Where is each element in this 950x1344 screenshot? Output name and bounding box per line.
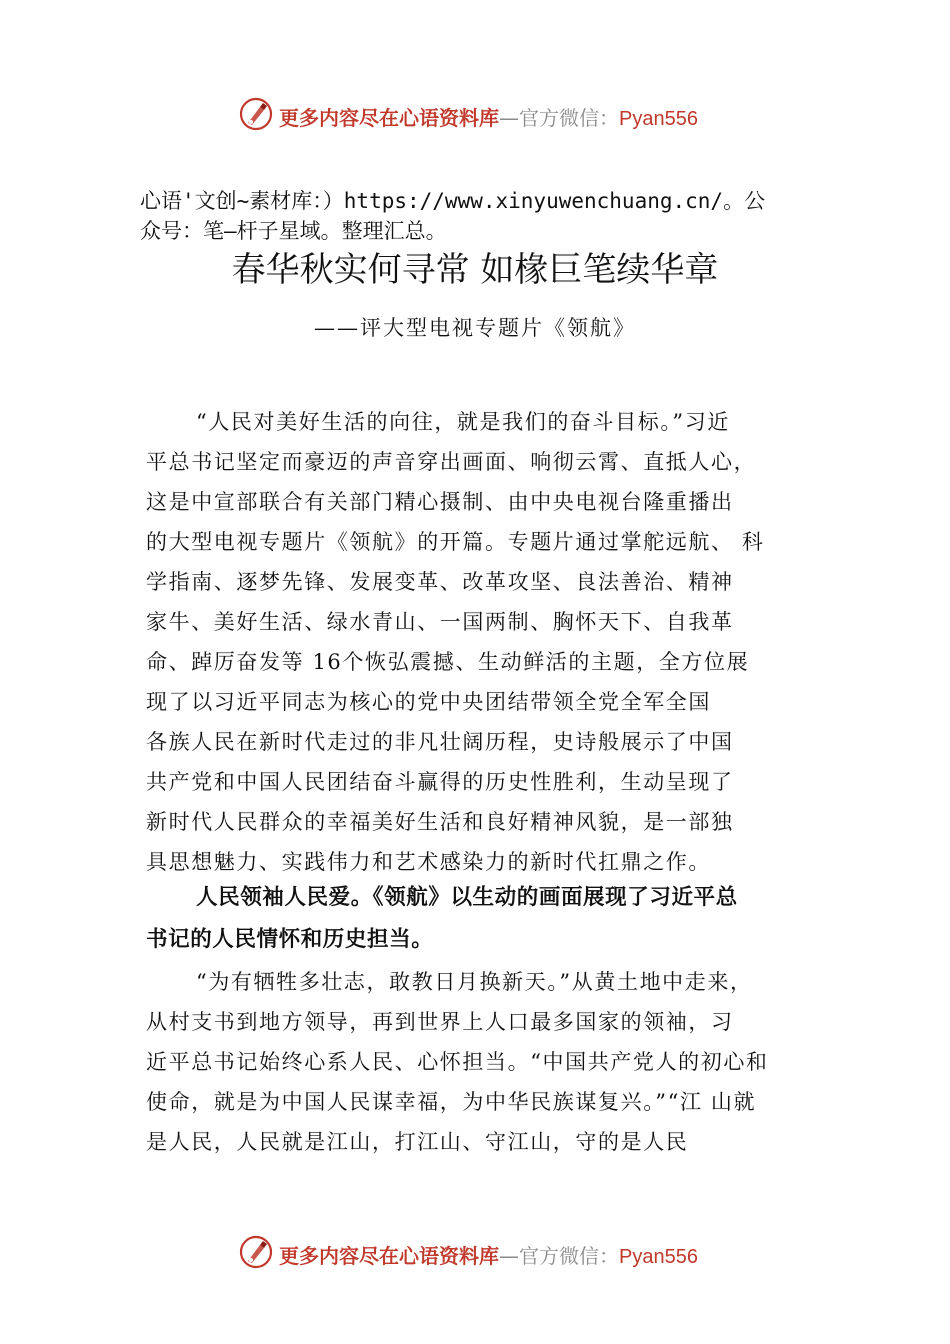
banner-text bbox=[279, 102, 698, 131]
text-line: 的大型电视专题片《领航》的开篇。专题片通过掌舵远航、 科 bbox=[146, 530, 765, 554]
source-note bbox=[140, 186, 840, 246]
text-line: 是人民，人民就是江山，打江山、守江山，守的是人民 bbox=[146, 1130, 689, 1154]
text-line: 命、踔厉奋发等 16个恢弘震撼、生动鲜活的主题，全方位展 bbox=[146, 650, 750, 674]
source-line: 心语'文创~素材库：）https://www.xinyuwenchuang.cn/。公 bbox=[140, 189, 766, 213]
text-line: “人民对美好生活的向往，就是我们的奋斗目标。”习近 bbox=[196, 410, 730, 434]
text-line: 现了以习近平同志为核心的党中央团结带领全党全军全国 bbox=[146, 690, 711, 714]
text-line: 学指南、逐梦先锋、发展变革、改革攻坚、良法善治、精神 bbox=[146, 570, 734, 594]
text-line: 各族人民在新时代走过的非凡壮阔历程，史诗般展示了中国 bbox=[146, 730, 734, 754]
banner-text-part3: Pyan556 bbox=[619, 1246, 698, 1268]
text-line: 从村支书到地方领导，再到世界上人口最多国家的领袖，习 bbox=[146, 1010, 734, 1034]
text-line: 这是中宣部联合有关部门精心摄制、由中央电视台隆重播出 bbox=[146, 490, 734, 514]
pen-nib-logo-icon bbox=[238, 1234, 274, 1270]
text-line: 共产党和中国人民团结奋斗赢得的历史性胜利，生动呈现了 bbox=[146, 770, 734, 794]
source-line: 众号：笔—杆子星域。整理汇总。 bbox=[140, 219, 447, 243]
banner-text-part2: —官方微信： bbox=[499, 106, 619, 130]
paragraph-1 bbox=[146, 402, 846, 882]
paragraph-3 bbox=[146, 962, 846, 1162]
article-title: 春华秋实何寻常 如椽巨笔续华章 bbox=[231, 250, 719, 290]
text-line: “为有牺牲多壮志，敢教日月换新天。”从黄土地中走来， bbox=[196, 970, 753, 994]
text-line: 书记的人民情怀和历史担当。 bbox=[146, 927, 434, 952]
text-line: 平总书记坚定而豪迈的声音穿出画面、响彻云霄、直抵人心， bbox=[146, 450, 757, 474]
banner-text-part1: 更多内容尽在心语资料库 bbox=[279, 106, 499, 130]
text-line: 新时代人民群众的幸福美好生活和良好精神风貌，是一部独 bbox=[146, 810, 734, 834]
text-line: 近平总书记始终心系人民、心怀担当。“中国共产党人的初心和 bbox=[146, 1050, 769, 1074]
text-line: 具思想魅力、实践伟力和艺术感染力的新时代扛鼎之作。 bbox=[146, 850, 711, 874]
banner-text-part1: 更多内容尽在心语资料库 bbox=[279, 1244, 499, 1268]
paragraph-2 bbox=[146, 877, 846, 961]
article-subtitle: ——评大型电视专题片《领航》 bbox=[314, 316, 636, 340]
footer-banner bbox=[0, 1232, 950, 1272]
header-banner bbox=[0, 94, 950, 134]
text-line: 使命，就是为中国人民谋幸福，为中华民族谋复兴。”“江 山就 bbox=[146, 1090, 757, 1114]
text-line: 人民领袖人民爱。《领航》以生动的画面展现了习近平总 bbox=[196, 885, 738, 910]
banner-text-part2: —官方微信： bbox=[499, 1244, 619, 1268]
pen-nib-logo-icon bbox=[238, 96, 274, 132]
text-line: 家⽜、美好生活、绿水青山、一国两制、胸怀天下、自我革 bbox=[146, 610, 734, 634]
banner-text bbox=[279, 1240, 698, 1269]
banner-text-part3: Pyan556 bbox=[619, 108, 698, 130]
